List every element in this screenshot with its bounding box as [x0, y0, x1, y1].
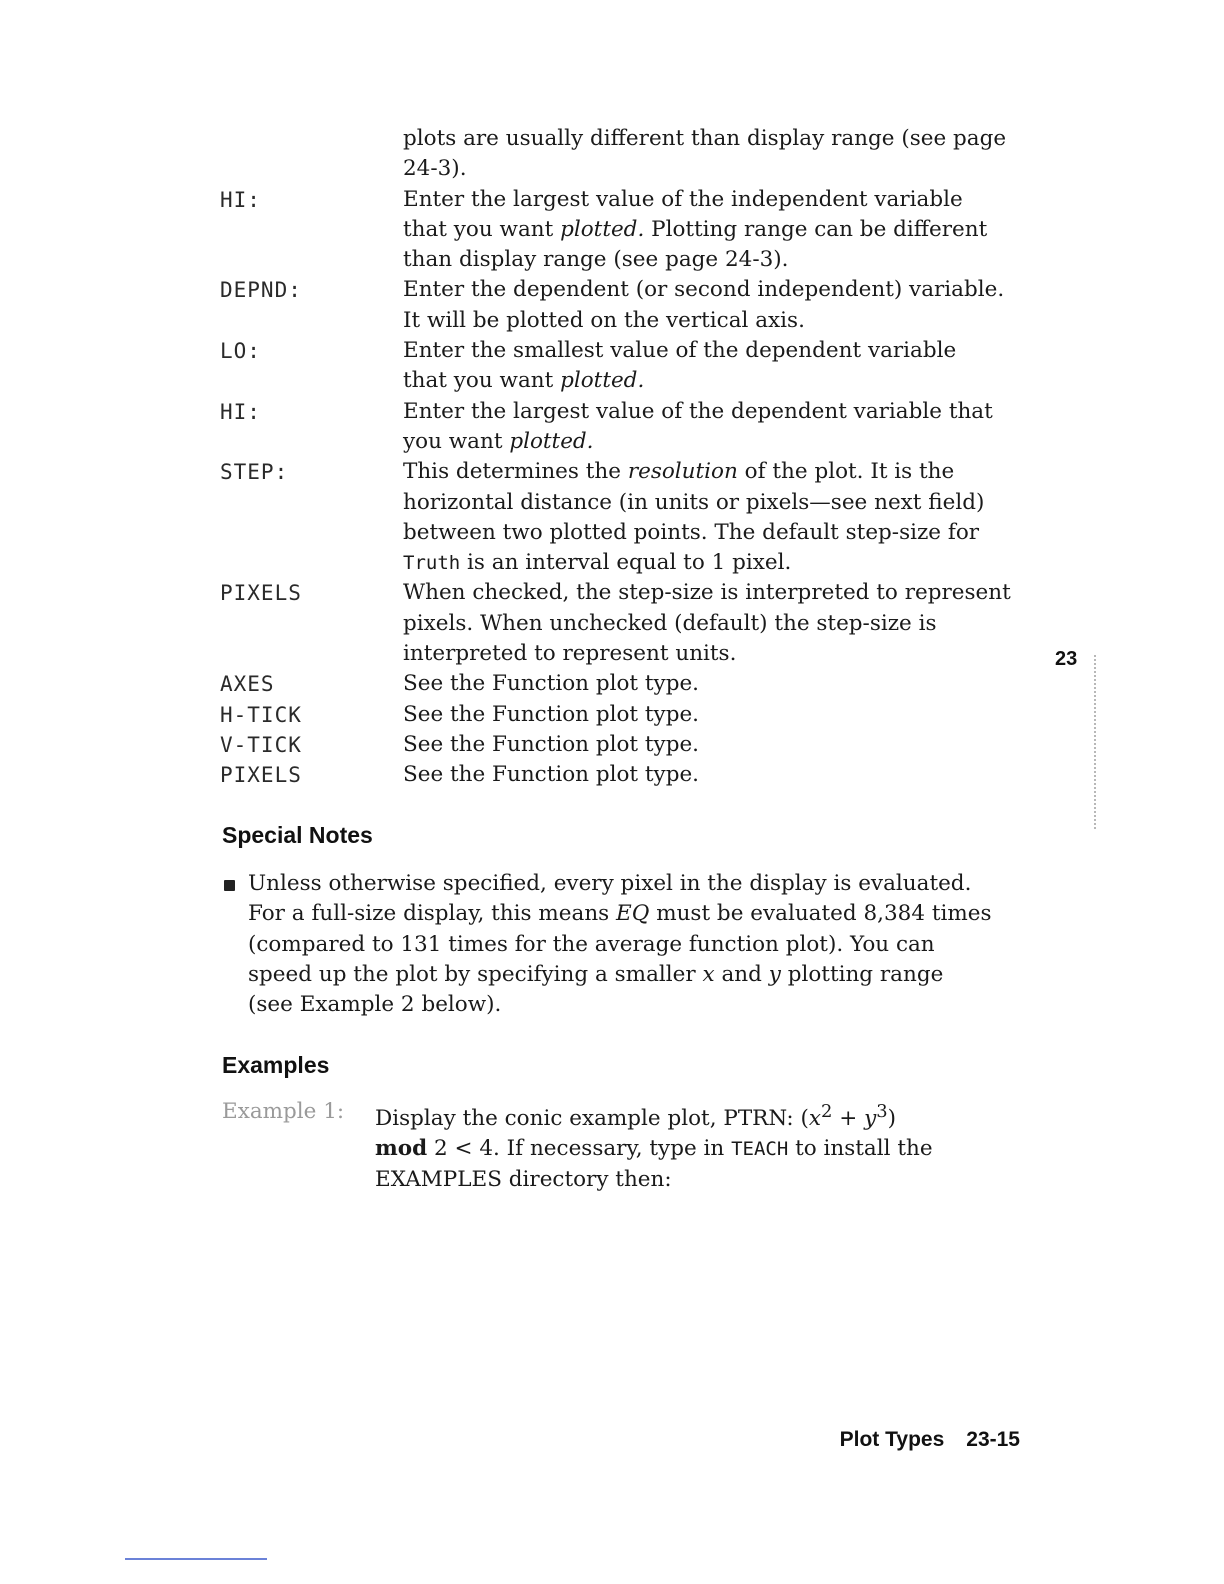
field-definition-list — [220, 124, 1020, 791]
field-v-tick — [220, 730, 1020, 760]
field-h-tick — [220, 700, 1020, 730]
field-description: Enter the largest value of the independent variable that you want plotted. Plotting range can be different than display range (see page 24-3). — [403, 186, 988, 273]
field-description: This determines the resolution of the plot. It is the horizontal distance (in units or pixels—see next field) between two plotted points. The default step-size for Truth is an interval equal to 1 pixel. — [403, 459, 985, 576]
bullet-text: Unless otherwise specified, every pixel in the display is evaluated. For a full-size display, this means EQ must be evaluated 8,384 times (compared to 131 times for the average function plot). You can speed up the plot by specifying a smaller x and y plotting range (see Example 2 below). — [248, 871, 992, 1018]
chapter-tab: 23 — [1055, 648, 1078, 670]
field-lo — [220, 336, 1020, 397]
example-text: Display the conic example plot, PTRN: $(x^2 + y^3)$ mod 2 < 4. If necessary, type in TEACH to install the EXAMPLES directory then: — [375, 1101, 933, 1192]
field-description: See the Function plot type. — [403, 762, 700, 788]
field-term: PIXELS — [220, 763, 302, 788]
field-term: H-TICK — [220, 702, 302, 727]
field-pixels-step — [220, 578, 1020, 669]
field-term: PIXELS — [220, 581, 302, 606]
field-description: Enter the dependent (or second independent) variable. It will be plotted on the vertical axis. — [403, 277, 1005, 333]
bullet-square-icon — [224, 880, 235, 891]
field-description: Enter the smallest value of the dependent variable that you want plotted. — [403, 338, 957, 394]
field-term: HI: — [220, 399, 261, 424]
field-term: LO: — [220, 339, 261, 364]
field-term: STEP: — [220, 460, 289, 485]
field-description: See the Function plot type. — [403, 731, 700, 757]
bottom-rule — [125, 1558, 267, 1560]
example-1 — [222, 1097, 1022, 1195]
example-label: Example 1: — [222, 1099, 345, 1124]
field-pixels — [220, 760, 1020, 790]
field-description: See the Function plot type. — [403, 701, 700, 727]
footer-page-number: 23-15 — [966, 1428, 1020, 1451]
field-term: AXES — [220, 672, 275, 697]
field-term: HI: — [220, 187, 261, 212]
teach-command: TEACH — [731, 1138, 789, 1161]
footer-section: Plot Types — [839, 1428, 945, 1451]
field-step — [220, 457, 1020, 578]
special-notes-heading: Special Notes — [222, 822, 373, 848]
continued-text: plots are usually different than display range (see page 24-3). — [403, 126, 1007, 182]
field-description: When checked, the step-size is interpreted to represent pixels. When unchecked (default) the step-size is interpreted to represent units. — [403, 580, 1011, 667]
truth-keyword: Truth — [403, 552, 461, 575]
field-term: V-TICK — [220, 732, 302, 757]
field-depnd — [220, 275, 1020, 336]
examples-heading: Examples — [222, 1052, 330, 1078]
field-description: Enter the largest value of the dependent variable that you want plotted. — [403, 398, 993, 454]
field-axes — [220, 669, 1020, 699]
page-footer — [840, 1428, 1020, 1452]
special-notes-bullet — [222, 869, 1022, 1020]
field-description: See the Function plot type. — [403, 671, 700, 697]
field-hi-dependent — [220, 397, 1020, 458]
chapter-edge-mark — [1094, 655, 1096, 830]
field-term: DEPND: — [220, 278, 302, 303]
field-hi-independent — [220, 185, 1020, 276]
